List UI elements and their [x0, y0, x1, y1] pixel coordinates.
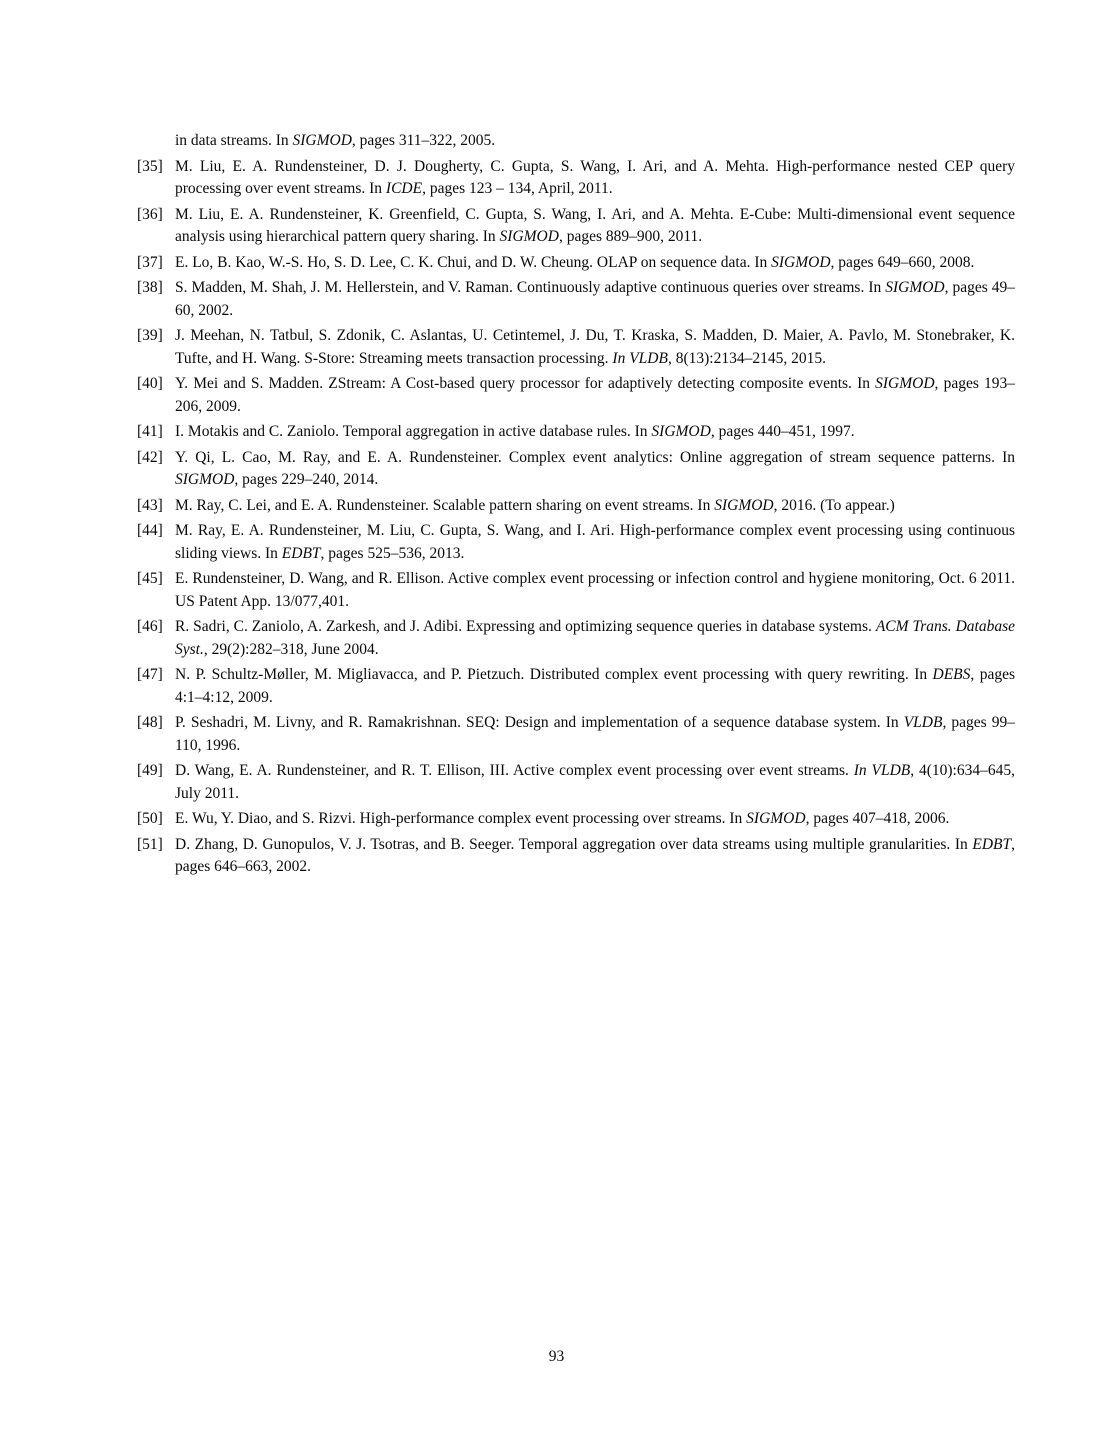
reference-text-segment: E. Lo, B. Kao, W.-S. Ho, S. D. Lee, C. K. Chui, and D. W. Cheung. OLAP on sequence data. In	[175, 253, 772, 271]
reference-item	[137, 277, 1015, 322]
reference-text	[175, 522, 1015, 562]
reference-label: [39]	[137, 327, 163, 344]
reference-text	[175, 497, 895, 514]
reference-text-segment: , pages 889–900, 2011.	[558, 228, 703, 245]
reference-item	[137, 204, 1015, 249]
reference-text	[175, 762, 1015, 802]
reference-item	[137, 520, 1015, 565]
reference-label: [48]	[137, 714, 163, 731]
reference-item	[137, 373, 1015, 418]
reference-label: [41]	[137, 423, 163, 440]
reference-text-segment: in data streams. In	[175, 132, 293, 149]
reference-item	[137, 834, 1015, 879]
reference-label: [51]	[137, 835, 163, 853]
reference-label: [44]	[137, 522, 163, 539]
page-number: 93	[548, 1348, 565, 1365]
reference-label: [38]	[137, 279, 163, 296]
reference-text-segment: , 29(2):282–318, June 2004.	[203, 640, 379, 658]
venue-name: SIGMOD	[746, 810, 806, 827]
reference-text	[175, 327, 1015, 367]
reference-text-segment: , pages 649–660, 2008.	[830, 253, 975, 271]
venue-name: SIGMOD	[875, 375, 935, 392]
reference-text-segment: , pages 440–451, 1997.	[710, 423, 855, 440]
reference-label: [46]	[137, 618, 163, 635]
reference-text-segment: R. Sadri, C. Zaniolo, A. Zarkesh, and J. Adibi. Expressing and optimizing sequence queries in database systems.	[175, 618, 876, 635]
reference-text-segment: I. Motakis and C. Zaniolo. Temporal aggregation in active database rules. In	[175, 423, 652, 440]
venue-name: SIGMOD	[175, 471, 235, 488]
reference-item	[137, 421, 1015, 444]
venue-name: In VLDB	[853, 762, 911, 779]
reference-text-segment: , 8(13):2134–2145, 2015.	[667, 349, 826, 367]
reference-text-segment: M. Ray, E. A. Rundensteiner, M. Liu, C. Gupta, S. Wang, and I. Ari. High-performance complex event processing using continuous sliding views. In	[175, 522, 1015, 562]
reference-text-segment: E. Wu, Y. Diao, and S. Rizvi. High-performance complex event processing over streams. In	[175, 810, 747, 827]
reference-item	[137, 616, 1015, 661]
reference-item	[137, 664, 1015, 709]
references-section	[137, 130, 1015, 882]
reference-text-segment: , pages 407–418, 2006.	[805, 810, 950, 827]
venue-name: SIGMOD	[771, 253, 831, 271]
venue-name: In VLDB	[612, 349, 668, 367]
reference-label: [40]	[137, 375, 163, 392]
venue-name: SIGMOD	[651, 423, 711, 440]
reference-label: [35]	[137, 157, 163, 175]
reference-text-segment: , 4(10):634–645, July 2011.	[175, 762, 1015, 802]
reference-text	[175, 714, 1015, 754]
reference-text-segment: D. Zhang, D. Gunopulos, V. J. Tsotras, and B. Seeger. Temporal aggregation over data streams using multiple granularities. In	[175, 835, 973, 853]
reference-continuation	[137, 130, 1015, 153]
reference-text-segment: , pages 193–206, 2009.	[175, 375, 1015, 415]
reference-text-segment: , pages 49–60, 2002.	[175, 279, 1015, 319]
reference-text	[175, 206, 1015, 246]
reference-text	[175, 254, 974, 271]
reference-text	[175, 375, 1015, 415]
venue-name: VLDB	[903, 714, 943, 731]
reference-item	[137, 447, 1015, 492]
reference-item	[137, 156, 1015, 201]
reference-item	[137, 252, 1015, 275]
reference-text	[175, 423, 855, 440]
reference-text-segment: P. Seshadri, M. Livny, and R. Ramakrishnan. SEQ: Design and implementation of a sequence database system. In	[175, 714, 904, 731]
venue-name: SIGMOD	[885, 279, 945, 296]
reference-text-segment: M. Liu, E. A. Rundensteiner, K. Greenfield, C. Gupta, S. Wang, I. Ari, and A. Mehta. E-Cube: Multi-dimensional event sequence analysis using hierarchical pattern query sharing. In	[175, 205, 1015, 245]
reference-label: [50]	[137, 810, 163, 827]
venue-name: SIGMOD	[292, 132, 352, 149]
reference-text-segment: E. Rundensteiner, D. Wang, and R. Ellison. Active complex event processing or infection control and hygiene monitoring, Oct. 6 2011. US Patent App. 13/077,401.	[175, 570, 1015, 610]
reference-text-segment: S. Madden, M. Shah, J. M. Hellerstein, and V. Raman. Continuously adaptive continuous queries over streams. In	[175, 279, 886, 296]
reference-text-segment: N. P. Schultz-Møller, M. Migliavacca, and P. Pietzuch. Distributed complex event processing with query rewriting. In	[175, 666, 933, 683]
reference-text	[175, 279, 1015, 319]
reference-label: [47]	[137, 666, 163, 683]
reference-text	[175, 810, 949, 827]
reference-label: [37]	[137, 253, 163, 271]
reference-item	[137, 568, 1015, 613]
venue-name: DEBS	[932, 666, 971, 683]
reference-label: [45]	[137, 570, 163, 587]
reference-text	[175, 618, 1015, 658]
reference-text	[175, 666, 1015, 706]
reference-text	[175, 449, 1015, 489]
reference-label: [36]	[137, 205, 163, 223]
reference-text-segment: M. Ray, C. Lei, and E. A. Rundensteiner. Scalable pattern sharing on event streams. In	[175, 496, 715, 514]
reference-text-segment: , 2016. (To appear.)	[773, 496, 895, 514]
venue-name: EDBT	[972, 835, 1012, 853]
reference-item	[137, 808, 1015, 831]
reference-list	[137, 156, 1015, 879]
reference-item	[137, 325, 1015, 370]
reference-text-segment: , pages 99–110, 1996.	[175, 714, 1015, 754]
venue-name: ICDE	[385, 180, 423, 197]
reference-text-segment: , pages 123 – 134, April, 2011.	[422, 180, 613, 197]
reference-text-segment: Y. Mei and S. Madden. ZStream: A Cost-based query processor for adaptively detecting composite events. In	[175, 375, 876, 392]
reference-text-segment: , pages 229–240, 2014.	[234, 471, 379, 488]
reference-text	[175, 570, 1015, 610]
reference-text	[175, 132, 495, 149]
reference-text-segment: D. Wang, E. A. Rundensteiner, and R. T. Ellison, III. Active complex event processing over event streams.	[175, 762, 854, 779]
reference-text	[175, 836, 1015, 876]
reference-item	[137, 712, 1015, 757]
reference-text-segment: , pages 311–322, 2005.	[351, 132, 496, 149]
venue-name: SIGMOD	[714, 496, 774, 514]
reference-text-segment: , pages 646–663, 2002.	[175, 835, 1015, 875]
reference-text-segment: , pages 4:1–4:12, 2009.	[175, 666, 1015, 706]
venue-name: ACM Trans. Database Syst.	[175, 618, 1015, 658]
reference-item	[137, 760, 1015, 805]
venue-name: EDBT	[281, 544, 321, 562]
reference-label: [49]	[137, 762, 163, 779]
reference-text-segment: , pages 525–536, 2013.	[320, 544, 465, 562]
reference-text-segment: M. Liu, E. A. Rundensteiner, D. J. Dougherty, C. Gupta, S. Wang, I. Ari, and A. Mehta. High-performance nested CEP query processing over event streams. In	[175, 157, 1015, 197]
reference-item	[137, 495, 1015, 518]
reference-text-segment: J. Meehan, N. Tatbul, S. Zdonik, C. Aslantas, U. Cetintemel, J. Du, T. Kraska, S. Madden, D. Maier, A. Pavlo, M. Stonebraker, K. Tufte, and H. Wang. S-Store: Streaming meets transaction processing.	[175, 327, 1015, 367]
venue-name: SIGMOD	[499, 228, 559, 245]
reference-text	[175, 158, 1015, 198]
reference-label: [42]	[137, 448, 163, 466]
reference-label: [43]	[137, 496, 163, 514]
reference-text-segment: Y. Qi, L. Cao, M. Ray, and E. A. Rundensteiner. Complex event analytics: Online aggregation of stream sequence patterns. In	[175, 448, 1015, 466]
